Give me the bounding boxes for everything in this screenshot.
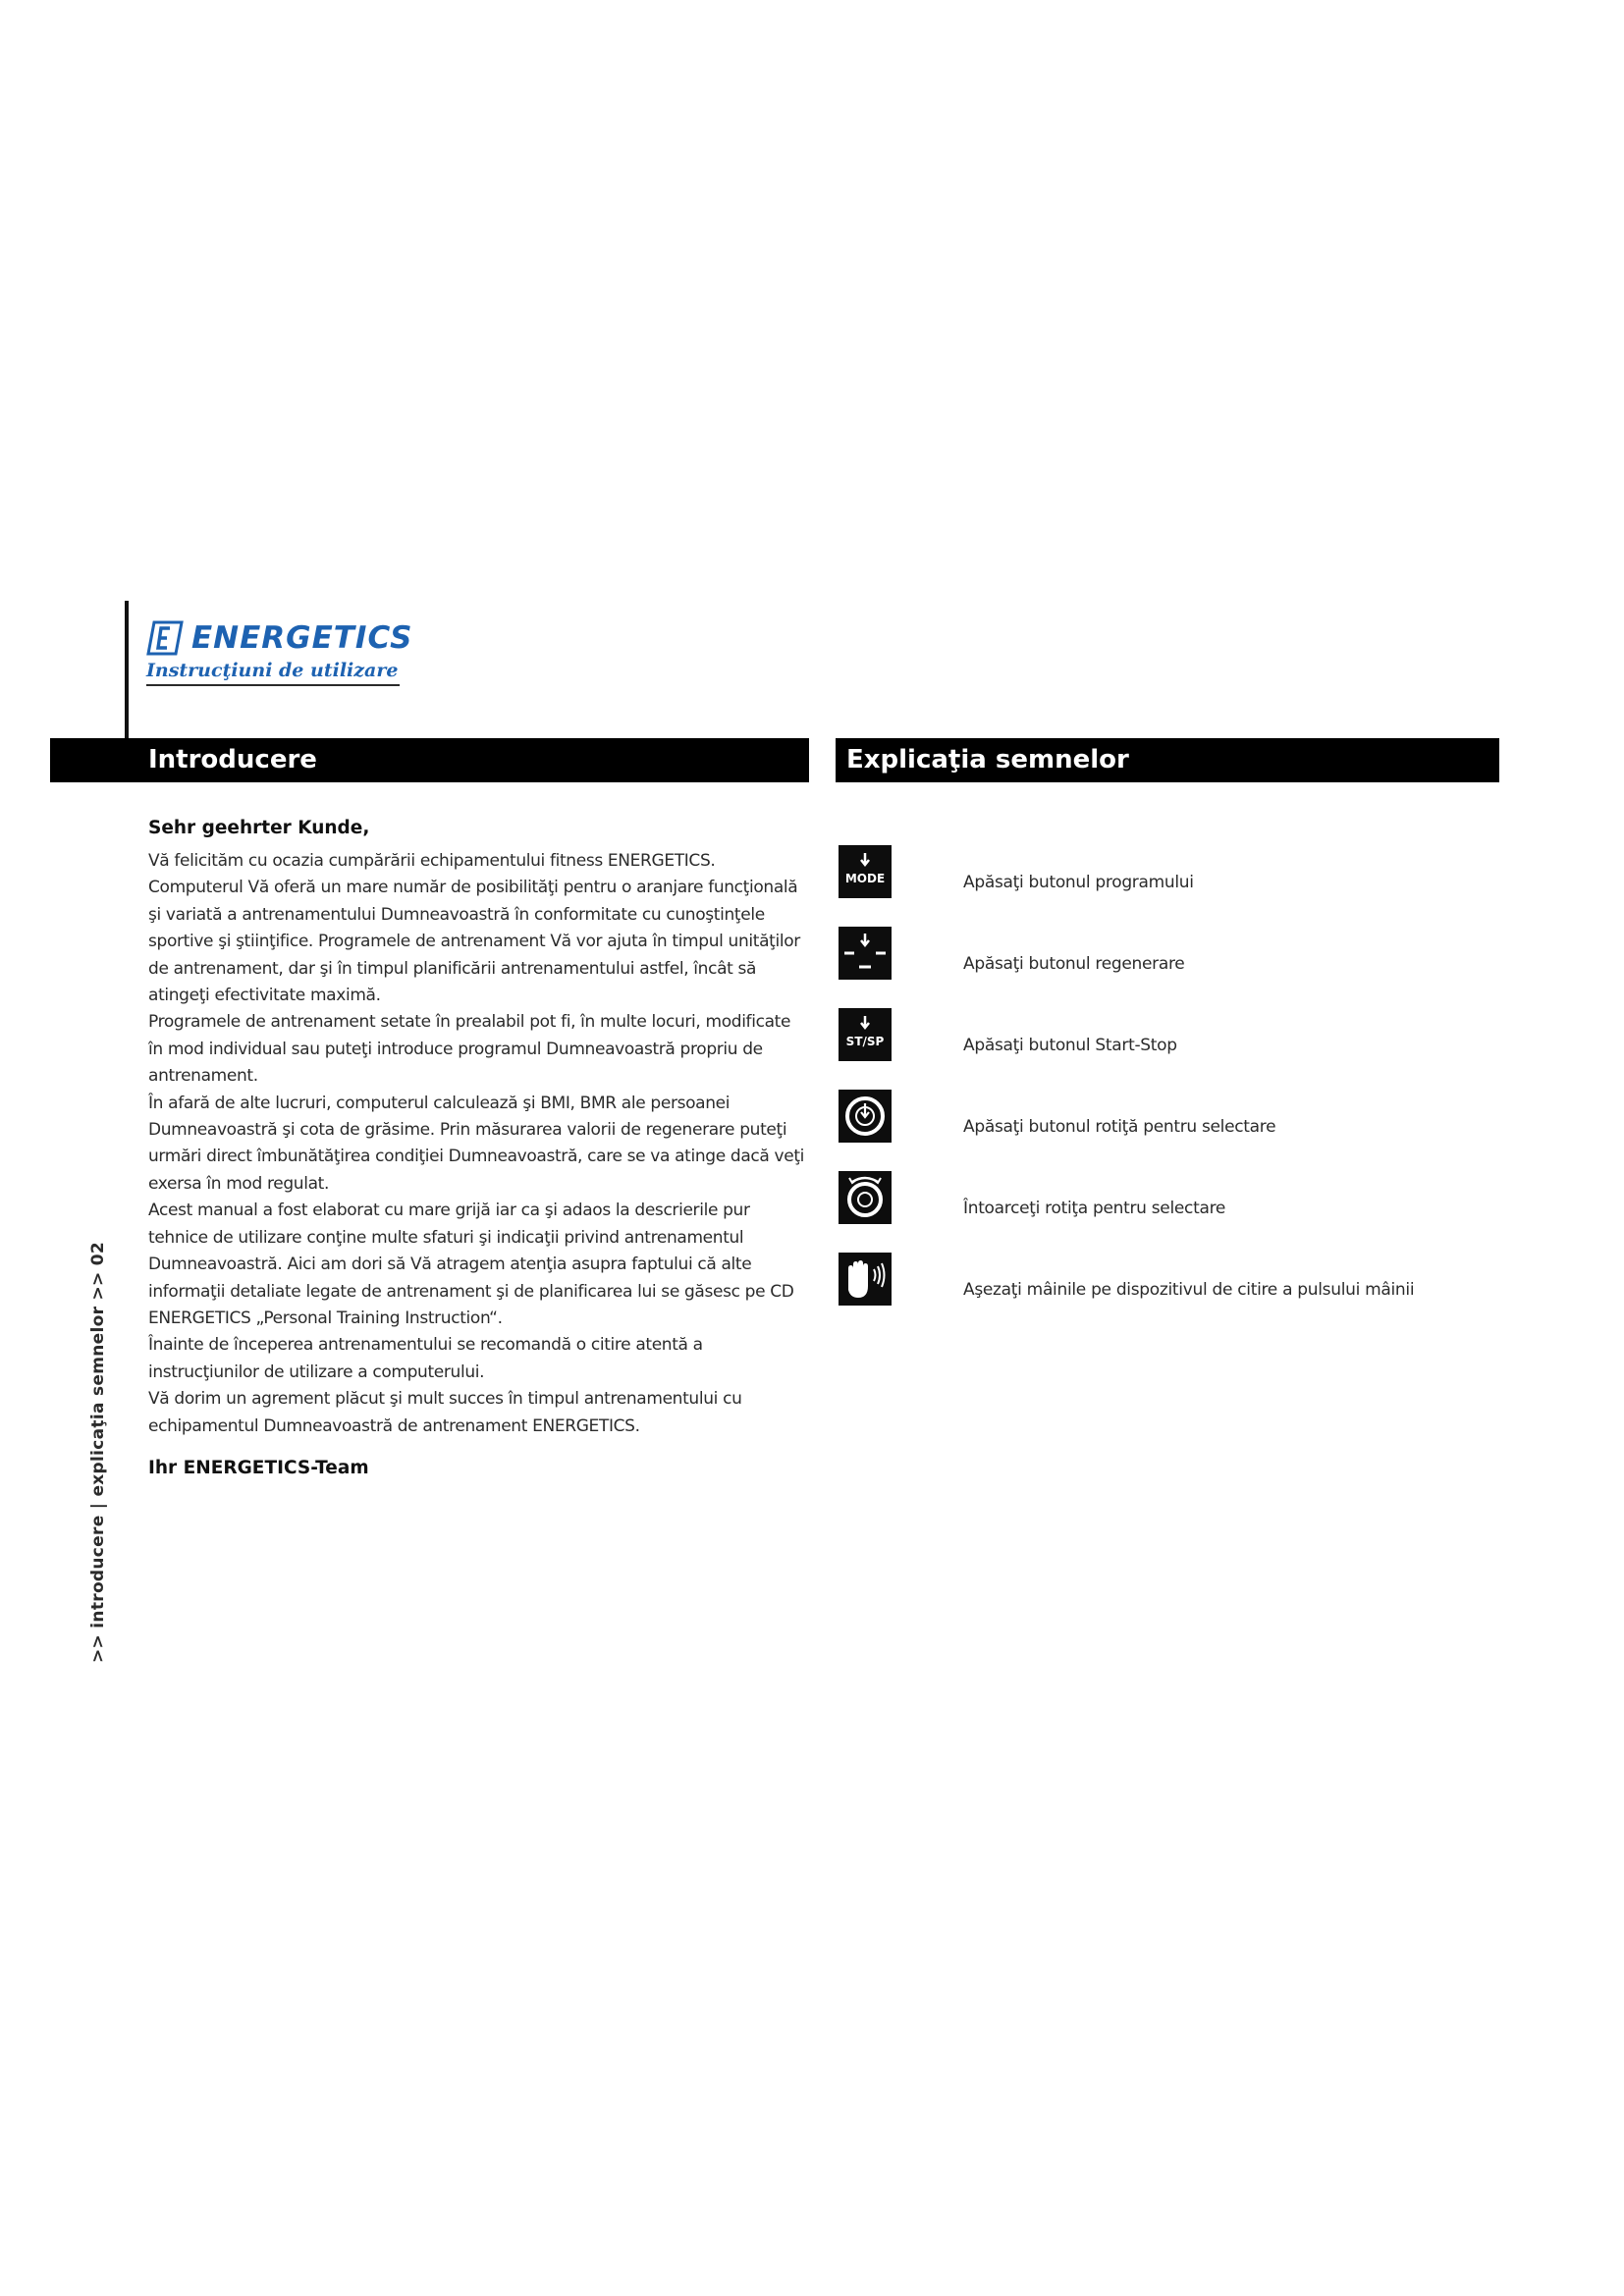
sign-label: Apăsaţi butonul regenerare bbox=[963, 954, 1185, 974]
sign-label: Întoarceţi rotiţa pentru selectare bbox=[963, 1199, 1226, 1218]
sign-row-dial-rotate bbox=[839, 1171, 1225, 1224]
intro-text-block bbox=[148, 818, 806, 1478]
intro-paragraph: Vă felicităm cu ocazia cumpărării echipamentului fitness ENERGETICS. Computerul Vă oferă un mare număr de posibilităţi pentru o aranjare funcţională şi variată a antrenamentului Dumneavoastră în conformitate cu cunoştinţele sportive şi ştiinţifice. Programele de antrenament Vă vor ajuta în timpul unităţilor de antrenament, dar şi în timpul planificării antrenamentului astfel, încât să atingeţi efectivitate maximă. bbox=[148, 851, 800, 1006]
team-signature: Ihr ENERGETICS-Team bbox=[148, 1457, 369, 1478]
sign-row-mode bbox=[839, 845, 1194, 898]
intro-paragraph: Vă dorim un agrement plăcut şi mult succes în timpul antrenamentului cu echipamentul Dumneavoastră de antrenament ENERGETICS. bbox=[148, 1389, 742, 1436]
section-header-explicatia: Explicaţia semnelor bbox=[836, 738, 1499, 782]
intro-paragraph: Înainte de începerea antrenamentului se recomandă o citire atentă a instrucţiunilor de utilizare a computerului. bbox=[148, 1335, 703, 1382]
page-side-navigation: >> introducere | explicaţia semnelor >> 02 bbox=[88, 1241, 108, 1663]
sign-label: Apăsaţi butonul rotiţă pentru selectare bbox=[963, 1117, 1276, 1137]
hand-pulse-icon bbox=[839, 1253, 892, 1306]
intro-paragraph: Acest manual a fost elaborat cu mare grijă iar ca şi adaos la descrierile pur tehnice de utilizare conţine multe sfaturi şi indicaţii privind antrenamentul Dumneavoastră. Aici am dori să Vă atragem atenţia asupra faptului că alte informaţii detaliate legate de antrenament şi de planificarea lui se găsesc pe CD ENERGETICS „Personal Training Instruction“. bbox=[148, 1201, 794, 1328]
sign-label: Apăsaţi butonul Start-Stop bbox=[963, 1036, 1177, 1055]
sign-row-regeneration bbox=[839, 927, 1184, 980]
section-header-introducere: Introducere bbox=[50, 738, 809, 782]
sign-row-dial-press bbox=[839, 1090, 1275, 1143]
greeting: Sehr geehrter Kunde, bbox=[148, 818, 370, 838]
dial-press-icon bbox=[839, 1090, 892, 1143]
dial-rotate-icon bbox=[839, 1171, 892, 1224]
brand-logo bbox=[146, 620, 412, 686]
regeneration-button-icon bbox=[839, 927, 892, 980]
sign-row-hand-pulse bbox=[839, 1253, 1414, 1306]
intro-paragraph: În afară de alte lucruri, computerul calculează şi BMI, BMR ale persoanei Dumneavoastră şi cota de grăsime. Prin măsurarea valorii de regenerare puteţi urmări direct îmbunătăţirea condiţiei Dumneavoastră, care se va atinge dacă veţi exersa în mod regulat. bbox=[148, 1093, 805, 1194]
mode-key-text: MODE bbox=[844, 872, 886, 885]
sign-row-start-stop bbox=[839, 1008, 1177, 1061]
sign-label: Apăsaţi butonul programului bbox=[963, 873, 1194, 892]
mode-button-icon bbox=[839, 845, 892, 898]
energetics-logo-icon bbox=[146, 620, 184, 656]
sign-label: Aşezaţi mâinile pe dispozitivul de citire a pulsului mâinii bbox=[963, 1280, 1415, 1300]
start-stop-button-icon bbox=[839, 1008, 892, 1061]
start-stop-key-text: ST/SP bbox=[845, 1035, 885, 1048]
header-divider-line bbox=[125, 601, 129, 738]
brand-name: ENERGETICS bbox=[191, 620, 413, 656]
brand-subtitle: Instrucţiuni de utilizare bbox=[146, 660, 400, 686]
intro-paragraph: Programele de antrenament setate în prealabil pot fi, în multe locuri, modificate în mod individual sau puteţi introduce programul Dumneavoastră propriu de antrenament. bbox=[148, 1012, 791, 1087]
